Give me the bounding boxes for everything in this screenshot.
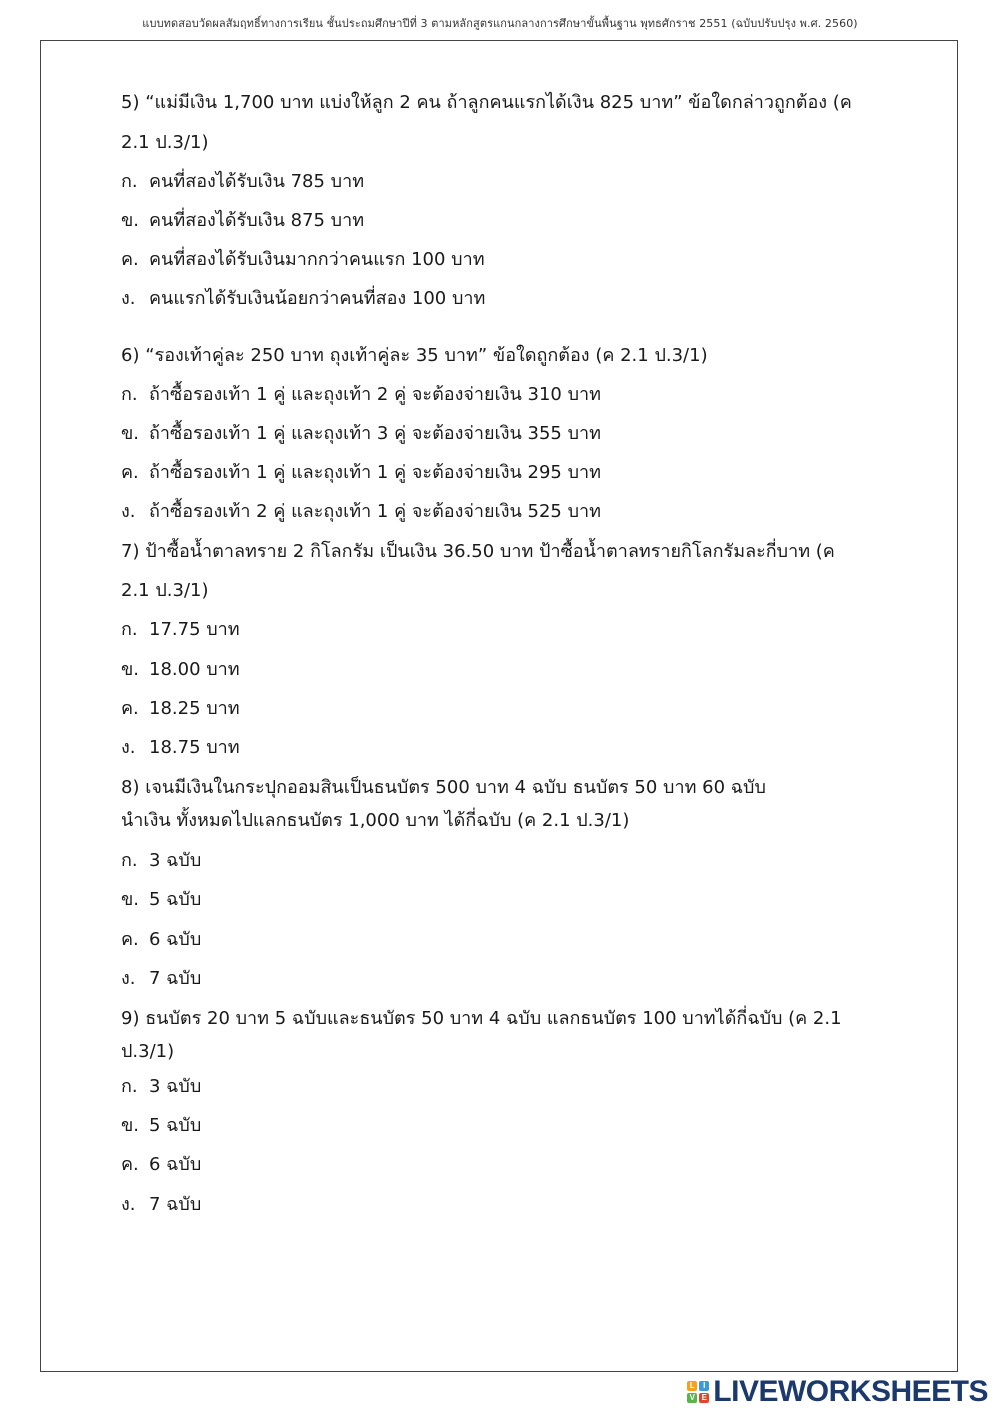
question-8-text-line-1: 8) เจนมีเงินในกระปุกออมสินเป็นธนบัตร 500 บาท 4 ฉบับ ธนบัตร 50 บาท 60 ฉบับ bbox=[121, 777, 766, 798]
option-letter: ก. bbox=[121, 1076, 138, 1097]
option-text: ถ้าซื้อรองเท้า 1 คู่ และถุงเท้า 3 คู่ จะต้องจ่ายเงิน 355 บาท bbox=[149, 423, 602, 444]
option-text: 18.75 บาท bbox=[149, 737, 240, 758]
logo-text: LIVEWORKSHEETS bbox=[713, 1375, 988, 1408]
option-letter: ค. bbox=[121, 462, 139, 483]
question-9-option-c[interactable] bbox=[121, 1153, 201, 1177]
option-letter: ค. bbox=[121, 698, 139, 719]
question-8-text-line-2: นำเงิน ทั้งหมดไปแลกธนบัตร 1,000 บาท ได้กี่ฉบับ (ค 2.1 ป.3/1) bbox=[121, 810, 630, 831]
question-6-text-line-1: 6) “รองเท้าคู่ละ 250 บาท ถุงเท้าคู่ละ 35 บาท” ข้อใดถูกต้อง (ค 2.1 ป.3/1) bbox=[121, 345, 708, 366]
option-text: 5 ฉบับ bbox=[149, 889, 202, 910]
page-header: แบบทดสอบวัดผลสัมฤทธิ์ทางการเรียน ชั้นประถมศึกษาปีที่ 3 ตามหลักสูตรแกนกลางการศึกษาขั้นพื้นฐาน พุทธศักราช 2551 (ฉบับปรับปรุง พ.ศ. 2560) bbox=[142, 17, 858, 30]
option-letter: ง. bbox=[121, 501, 136, 522]
option-text: คนที่สองได้รับเงินมากกว่าคนแรก 100 บาท bbox=[149, 249, 485, 270]
option-text: 3 ฉบับ bbox=[149, 1076, 202, 1097]
question-7-option-b[interactable] bbox=[121, 658, 240, 682]
option-letter: ง. bbox=[121, 1194, 136, 1215]
option-text: 6 ฉบับ bbox=[149, 1154, 202, 1175]
logo-mark-icon bbox=[687, 1381, 709, 1403]
question-9-text-line-2: ป.3/1) bbox=[121, 1041, 175, 1062]
logo-mark-letter: V bbox=[687, 1393, 697, 1403]
option-letter: ข. bbox=[121, 1115, 140, 1136]
question-5-text-line-2: 2.1 ป.3/1) bbox=[121, 132, 209, 153]
question-5-option-a[interactable] bbox=[121, 170, 364, 194]
option-text: คนที่สองได้รับเงิน 785 บาท bbox=[149, 171, 365, 192]
option-letter: ข. bbox=[121, 423, 140, 444]
question-6-option-c[interactable] bbox=[121, 461, 601, 485]
option-text: ถ้าซื้อรองเท้า 1 คู่ และถุงเท้า 2 คู่ จะต้องจ่ายเงิน 310 บาท bbox=[149, 384, 602, 405]
question-7-option-a[interactable] bbox=[121, 618, 240, 642]
question-5-option-c[interactable] bbox=[121, 248, 485, 272]
question-6-option-a[interactable] bbox=[121, 383, 601, 407]
option-text: 3 ฉบับ bbox=[149, 850, 202, 871]
question-5-option-d[interactable] bbox=[121, 287, 485, 311]
option-text: 6 ฉบับ bbox=[149, 929, 202, 950]
option-letter: ง. bbox=[121, 737, 136, 758]
logo-mark-letter: E bbox=[699, 1393, 709, 1403]
question-6-option-d[interactable] bbox=[121, 500, 601, 524]
option-letter: ข. bbox=[121, 659, 140, 680]
question-5-text-line-1: 5) “แม่มีเงิน 1,700 บาท แบ่งให้ลูก 2 คน ถ้าลูกคนแรกได้เงิน 825 บาท” ข้อใดกล่าวถูกต้อง (ค bbox=[121, 92, 852, 113]
option-letter: ง. bbox=[121, 968, 136, 989]
question-8-option-d[interactable] bbox=[121, 967, 201, 991]
option-letter: ข. bbox=[121, 889, 140, 910]
option-letter: ค. bbox=[121, 929, 139, 950]
question-9-option-d[interactable] bbox=[121, 1193, 201, 1217]
option-text: 18.00 บาท bbox=[149, 659, 240, 680]
option-letter: ก. bbox=[121, 171, 138, 192]
question-8-option-b[interactable] bbox=[121, 888, 201, 912]
question-9-text-line-1: 9) ธนบัตร 20 บาท 5 ฉบับและธนบัตร 50 บาท 4 ฉบับ แลกธนบัตร 100 บาทได้กี่ฉบับ (ค 2.1 bbox=[121, 1008, 842, 1029]
question-7-option-d[interactable] bbox=[121, 736, 240, 760]
question-9-option-a[interactable] bbox=[121, 1075, 201, 1099]
option-letter: ก. bbox=[121, 850, 138, 871]
option-letter: ง. bbox=[121, 288, 136, 309]
logo-mark-letter: I bbox=[699, 1381, 709, 1391]
question-8-option-c[interactable] bbox=[121, 928, 201, 952]
option-text: ถ้าซื้อรองเท้า 2 คู่ และถุงเท้า 1 คู่ จะต้องจ่ายเงิน 525 บาท bbox=[149, 501, 602, 522]
option-text: 5 ฉบับ bbox=[149, 1115, 202, 1136]
option-text: คนแรกได้รับเงินน้อยกว่าคนที่สอง 100 บาท bbox=[149, 288, 486, 309]
logo-mark-letter: L bbox=[687, 1381, 697, 1391]
option-text: คนที่สองได้รับเงิน 875 บาท bbox=[149, 210, 365, 231]
option-text: ถ้าซื้อรองเท้า 1 คู่ และถุงเท้า 1 คู่ จะต้องจ่ายเงิน 295 บาท bbox=[149, 462, 602, 483]
option-text: 17.75 บาท bbox=[149, 619, 240, 640]
question-7-text-line-2: 2.1 ป.3/1) bbox=[121, 580, 209, 601]
option-letter: ก. bbox=[121, 619, 138, 640]
liveworksheets-logo[interactable] bbox=[687, 1376, 988, 1408]
question-6-option-b[interactable] bbox=[121, 422, 601, 446]
question-7-option-c[interactable] bbox=[121, 697, 240, 721]
option-text: 18.25 บาท bbox=[149, 698, 240, 719]
question-5-option-b[interactable] bbox=[121, 209, 364, 233]
option-letter: ก. bbox=[121, 384, 138, 405]
question-9-option-b[interactable] bbox=[121, 1114, 201, 1138]
option-letter: ค. bbox=[121, 249, 139, 270]
question-7-text-line-1: 7) ป้าซื้อน้ำตาลทราย 2 กิโลกรัม เป็นเงิน 36.50 บาท ป้าซื้อน้ำตาลทรายกิโลกรัมละกี่บาท (ค bbox=[121, 541, 835, 562]
option-text: 7 ฉบับ bbox=[149, 968, 202, 989]
option-letter: ข. bbox=[121, 210, 140, 231]
option-letter: ค. bbox=[121, 1154, 139, 1175]
option-text: 7 ฉบับ bbox=[149, 1194, 202, 1215]
question-8-option-a[interactable] bbox=[121, 849, 201, 873]
